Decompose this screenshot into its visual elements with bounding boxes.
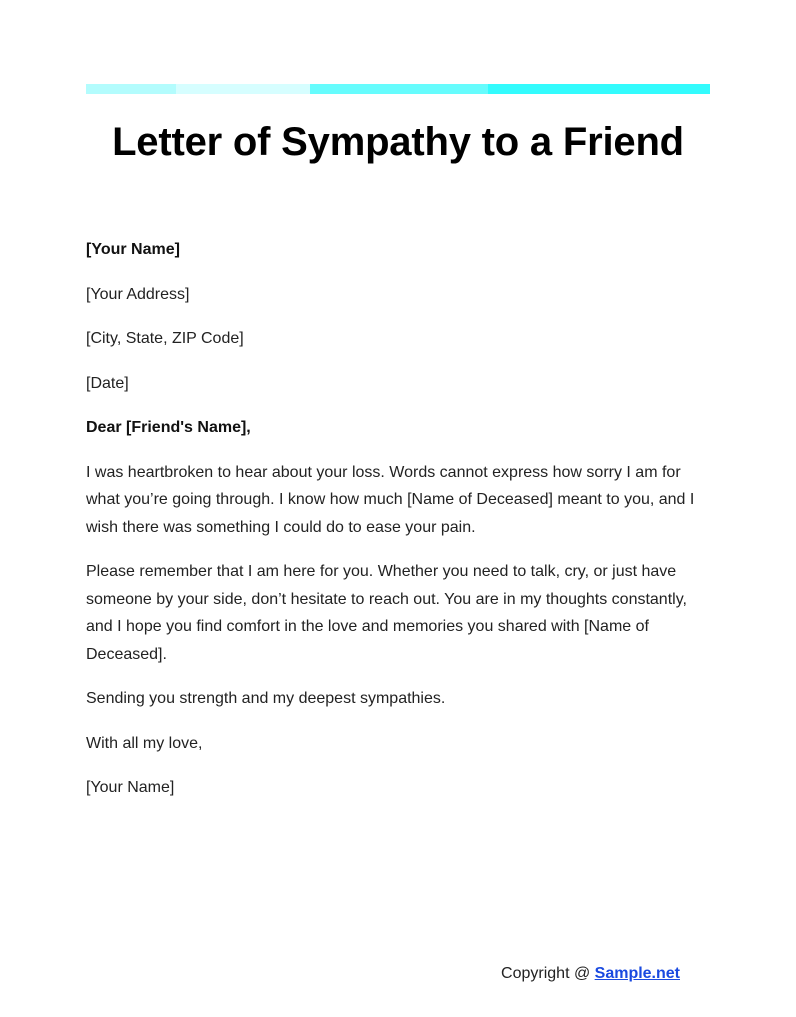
- letter-signature-block: [86, 730, 700, 802]
- copyright-text: Copyright @: [501, 965, 595, 982]
- sender-address: [Your Address]: [86, 285, 190, 303]
- sender-name: [Your Name]: [86, 241, 180, 258]
- letter-salutation: Dear [Friend's Name],: [86, 419, 251, 436]
- letter-date: [Date]: [86, 374, 129, 392]
- letter-body: [86, 236, 700, 802]
- accent-bar: [86, 84, 710, 94]
- sender-address-block: [86, 236, 700, 353]
- letter-closing: With all my love,: [86, 734, 203, 752]
- letter-paragraph-3: Sending you strength and my deepest sympathies.: [86, 690, 446, 707]
- accent-bar-segment-2: [176, 84, 310, 94]
- accent-bar-segment-4: [488, 84, 710, 94]
- sender-city-state-zip: [City, State, ZIP Code]: [86, 330, 244, 347]
- accent-bar-segment-1: [86, 84, 176, 94]
- letter-signature-name: [Your Name]: [86, 779, 175, 796]
- accent-bar-segment-3: [310, 84, 488, 94]
- page-title: Letter of Sympathy to a Friend: [112, 120, 684, 164]
- sample-net-link[interactable]: Sample.net: [594, 965, 680, 982]
- letter-paragraph-2: Please remember that I am here for you. Whether you need to talk, cry, or just have someone by your side, don’t hesitate to reach out. You are in my thoughts constantly, and I hope you find comfort in the love and memories you shared with [Name of Deceased].: [86, 563, 687, 663]
- letter-paragraph-1: I was heartbroken to hear about your loss. Words cannot express how sorry I am for what you’re going through. I know how much [Name of Deceased] meant to you, and I wish there was something I could do to ease your pain.: [86, 463, 695, 536]
- footer: [86, 963, 680, 985]
